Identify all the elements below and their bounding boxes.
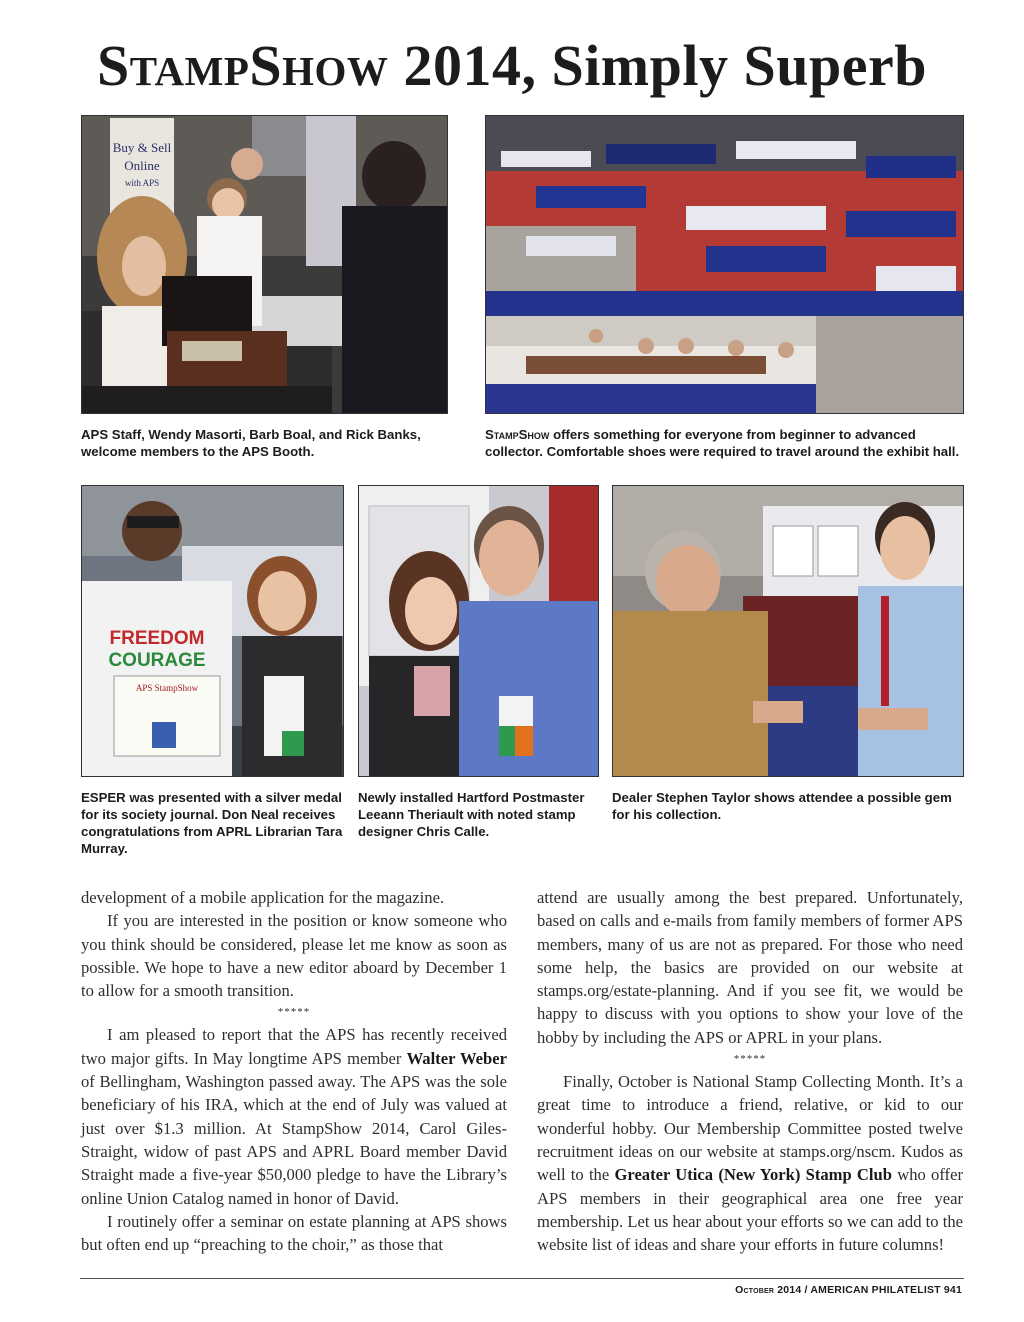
- month-text-a: Finally, October is National Stamp Collecting Month. It’s a great time to introduce a friend, relative, or kid to our wonderful hobby. Our Membership Committee posted twelve recruitment ideas on our website at stamps.org/nscm. Kudos as well to the: [537, 1072, 963, 1185]
- right-paragraph-1: attend are usually among the best prepared. Unfortunately, based on calls and e-mails from family members of former APS members, many of us are not as prepared. For those who need some help, the basics are provided on our website at stamps.org/estate-planning. And if you see fit, we would be happy to discuss with you options to show your love of the hobby by including the APS or APRL in your plans.: [537, 888, 963, 1047]
- photo-dealer: [612, 485, 964, 777]
- shirt-courage: COURAGE: [108, 650, 206, 671]
- right-paragraph-2: [537, 1070, 963, 1256]
- caption-dealer: Dealer Stephen Taylor shows attendee a possible gem for his collection.: [612, 790, 952, 822]
- left-paragraph-1: development of a mobile application for the magazine.: [81, 888, 445, 907]
- photo-exhibit-hall: [485, 115, 964, 414]
- gifts-text-b: of Bellingham, Washington passed away. The APS was the sole beneficiary of his IRA, which at the end of July was valued at just over $1.3 million. At StampShow 2014, Carol Giles-Straight, widow of past APS and APRL Board member David Straight made a five-year $50,000 pledge to have the Library’s online Union Catalog named in honor of David.: [81, 1072, 507, 1208]
- club-name: Greater Utica (New York) Stamp Club: [614, 1165, 892, 1185]
- title-stampshow: StampShow: [96, 33, 389, 98]
- booth-sign-line3: with APS: [124, 178, 160, 188]
- title-rest: 2014, Simply Superb: [388, 33, 928, 98]
- left-paragraph-2: If you are interested in the position or know someone who you think should be considered, please let me know as soon as possible. We hope to have a new editor aboard by December 1 to allow for a smooth transition.: [81, 911, 507, 1001]
- left-paragraph-4: I routinely offer a seminar on estate planning at APS shows but often end up “preaching to the choir,” as those that: [81, 1211, 507, 1255]
- caption-stampshow: StampShow: [485, 427, 550, 442]
- left-paragraph-3: [81, 1023, 507, 1209]
- body-column-right: [537, 886, 963, 1256]
- page-footer: [735, 1284, 962, 1296]
- booth-sign-line2: Online: [124, 158, 160, 173]
- footer-text: 2014 / AMERICAN PHILATELIST 941: [774, 1284, 962, 1296]
- photo-postmaster: [358, 485, 599, 777]
- body-column-left: [81, 886, 507, 1256]
- section-divider-stars: *****: [277, 1006, 311, 1019]
- photo-aps-booth: [81, 115, 448, 414]
- certificate-text: APS StampShow: [135, 683, 199, 693]
- footer-rule: [80, 1278, 964, 1279]
- caption-postmaster: Newly installed Hartford Postmaster Leeann Theriault with noted stamp designer Chris Calle.: [358, 790, 585, 839]
- footer-month: October: [735, 1284, 775, 1296]
- gifts-text-a: I am pleased to report that the APS has recently received two major gifts. In May longtime APS member: [81, 1025, 507, 1068]
- donor-name: Walter Weber: [406, 1048, 507, 1068]
- caption-exhibit-hall: [485, 426, 965, 460]
- caption-aps-booth: APS Staff, Wendy Masorti, Barb Boal, and Rick Banks, welcome members to the APS Booth.: [81, 427, 421, 459]
- page-title: [60, 28, 964, 104]
- month-text-b: who offer APS members in their geographical area one free year membership. Let us hear about your efforts so we can add to the website list of ideas and share your efforts in future columns!: [537, 1165, 963, 1255]
- shirt-freedom: FREEDOM: [109, 628, 205, 649]
- photo-esper: [81, 485, 344, 777]
- section-divider-stars: *****: [733, 1053, 767, 1066]
- caption-exhibit-hall-text: offers something for everyone from beginner to advanced collector. Comfortable shoes were required to travel around the exhibit hall.: [485, 427, 960, 459]
- booth-sign-line1: Buy & Sell: [112, 140, 172, 155]
- caption-esper: ESPER was presented with a silver medal for its society journal. Don Neal receives congratulations from APRL Librarian Tara Murray.: [81, 790, 343, 856]
